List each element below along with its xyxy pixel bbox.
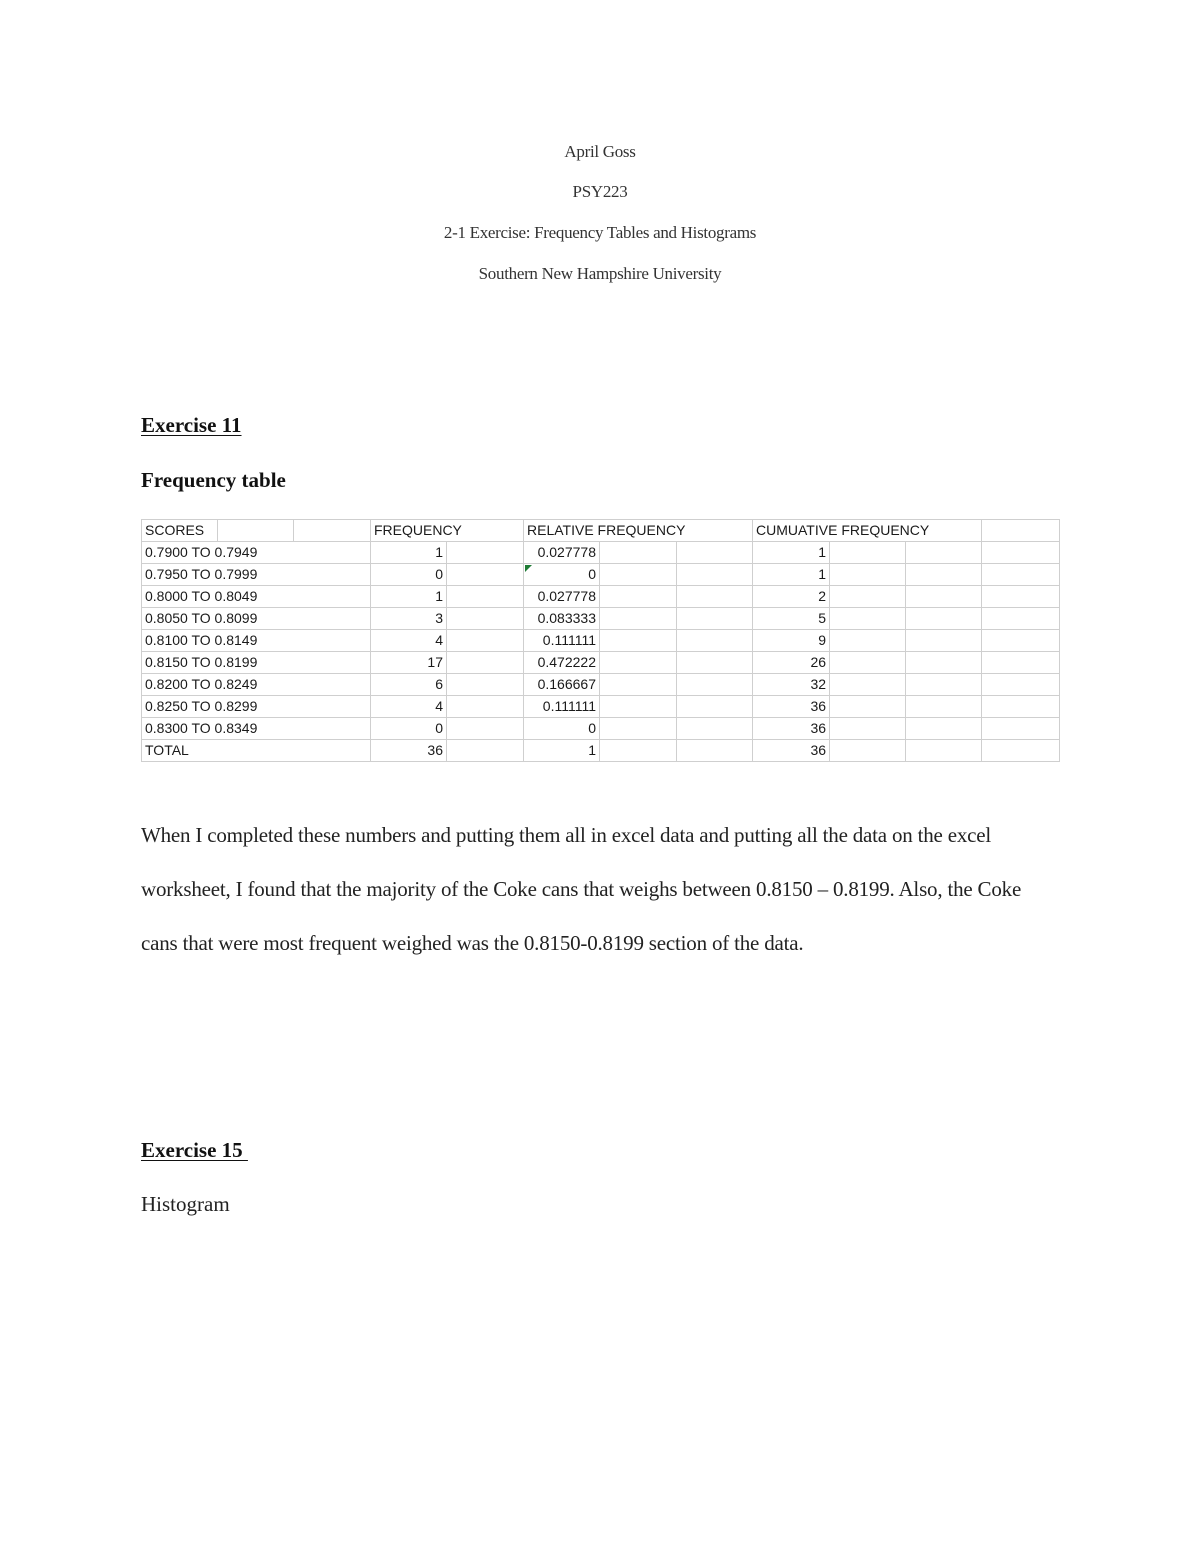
relative-frequency-cell: 0 <box>524 564 600 586</box>
author-name: April Goss <box>564 142 636 161</box>
empty-cell <box>447 564 524 586</box>
empty-cell <box>600 564 677 586</box>
empty-cell <box>600 652 677 674</box>
scores-cell: 0.7950 TO 0.7999 <box>142 564 371 586</box>
cumulative-frequency-cell: 2 <box>753 586 830 608</box>
empty-cell <box>600 740 677 762</box>
empty-cell <box>447 542 524 564</box>
cumulative-frequency-cell: 9 <box>753 630 830 652</box>
empty-cell <box>830 740 906 762</box>
relative-frequency-cell: 0 <box>524 718 600 740</box>
empty-cell <box>677 564 753 586</box>
frequency-cell: 17 <box>371 652 447 674</box>
empty-cell <box>906 740 982 762</box>
scores-cell: 0.8050 TO 0.8099 <box>142 608 371 630</box>
empty-cell <box>677 542 753 564</box>
empty-cell <box>218 520 294 542</box>
frequency-cell: 1 <box>371 586 447 608</box>
empty-cell <box>677 696 753 718</box>
empty-cell <box>906 564 982 586</box>
table-row <box>142 630 1060 652</box>
empty-cell <box>982 674 1060 696</box>
frequency-cell: 4 <box>371 630 447 652</box>
header-relative-frequency: RELATIVE FREQUENCY <box>524 520 753 542</box>
empty-cell <box>447 718 524 740</box>
scores-cell: 0.8200 TO 0.8249 <box>142 674 371 696</box>
exercise-11-heading: Exercise 11 <box>141 413 242 437</box>
header-scores: SCORES <box>142 520 218 542</box>
exercise-11-paragraph: When I completed these numbers and putting them all in excel data and putting all the data on the excel worksheet, I found that the majority of the Coke cans that weighs between 0.8150 – 0.8199. Also, the Coke cans that were most frequent weighed was the 0.8150-0.8199 section of the data. <box>141 823 1022 955</box>
cumulative-frequency-cell: 26 <box>753 652 830 674</box>
empty-cell <box>906 718 982 740</box>
relative-frequency-cell: 0.027778 <box>524 586 600 608</box>
scores-cell: 0.8250 TO 0.8299 <box>142 696 371 718</box>
empty-cell <box>600 586 677 608</box>
empty-cell <box>294 520 371 542</box>
empty-cell <box>600 674 677 696</box>
scores-cell: 0.8000 TO 0.8049 <box>142 586 371 608</box>
relative-frequency-cell: 1 <box>524 740 600 762</box>
relative-frequency-cell: 0.111111 <box>524 630 600 652</box>
cumulative-frequency-cell: 1 <box>753 564 830 586</box>
frequency-cell: 1 <box>371 542 447 564</box>
cumulative-frequency-cell: 5 <box>753 608 830 630</box>
empty-cell <box>677 674 753 696</box>
cumulative-frequency-cell: 32 <box>753 674 830 696</box>
frequency-cell: 4 <box>371 696 447 718</box>
empty-cell <box>677 630 753 652</box>
cumulative-frequency-cell: 36 <box>753 696 830 718</box>
empty-cell <box>447 608 524 630</box>
empty-cell <box>447 652 524 674</box>
table-row <box>142 718 1060 740</box>
empty-cell <box>830 696 906 718</box>
empty-cell <box>447 696 524 718</box>
empty-cell <box>447 740 524 762</box>
frequency-table-grid <box>141 519 1060 762</box>
empty-cell <box>906 652 982 674</box>
empty-cell <box>906 608 982 630</box>
empty-cell <box>982 652 1060 674</box>
empty-cell <box>830 542 906 564</box>
assignment-title: 2-1 Exercise: Frequency Tables and Histograms <box>443 223 757 242</box>
empty-cell <box>677 718 753 740</box>
table-row <box>142 564 1060 586</box>
empty-cell <box>600 542 677 564</box>
empty-cell <box>830 674 906 696</box>
empty-cell <box>600 696 677 718</box>
table-row <box>142 586 1060 608</box>
empty-cell <box>982 520 1060 542</box>
empty-cell <box>600 630 677 652</box>
empty-cell <box>982 542 1060 564</box>
frequency-cell: 0 <box>371 564 447 586</box>
empty-cell <box>830 564 906 586</box>
empty-cell <box>906 674 982 696</box>
histogram-label: Histogram <box>141 1192 230 1216</box>
frequency-cell: 0 <box>371 718 447 740</box>
empty-cell <box>677 740 753 762</box>
frequency-table <box>141 519 1059 783</box>
scores-cell: TOTAL <box>142 740 371 762</box>
empty-cell <box>982 696 1060 718</box>
header-frequency: FREQUENCY <box>371 520 524 542</box>
frequency-cell: 36 <box>371 740 447 762</box>
empty-cell <box>600 718 677 740</box>
table-row <box>142 652 1060 674</box>
table-row <box>142 542 1060 564</box>
cumulative-frequency-cell: 36 <box>753 740 830 762</box>
empty-cell <box>830 608 906 630</box>
exercise-15-heading: Exercise 15 <box>141 1138 248 1162</box>
empty-cell <box>982 608 1060 630</box>
table-row <box>142 696 1060 718</box>
empty-cell <box>830 630 906 652</box>
table-row <box>142 674 1060 696</box>
scores-cell: 0.8300 TO 0.8349 <box>142 718 371 740</box>
relative-frequency-cell: 0.111111 <box>524 696 600 718</box>
scores-cell: 0.7900 TO 0.7949 <box>142 542 371 564</box>
empty-cell <box>982 630 1060 652</box>
empty-cell <box>447 586 524 608</box>
empty-cell <box>677 608 753 630</box>
frequency-cell: 6 <box>371 674 447 696</box>
empty-cell <box>447 674 524 696</box>
course-code: PSY223 <box>572 182 628 201</box>
frequency-table-heading: Frequency table <box>141 468 286 492</box>
relative-frequency-cell: 0.166667 <box>524 674 600 696</box>
cumulative-frequency-cell: 1 <box>753 542 830 564</box>
scores-cell: 0.8150 TO 0.8199 <box>142 652 371 674</box>
empty-cell <box>830 718 906 740</box>
scores-cell: 0.8100 TO 0.8149 <box>142 630 371 652</box>
empty-cell <box>906 630 982 652</box>
table-header-row <box>142 520 1060 542</box>
empty-cell <box>982 564 1060 586</box>
empty-cell <box>600 608 677 630</box>
header-cumulative-frequency: CUMUATIVE FREQUENCY <box>753 520 982 542</box>
error-indicator-icon <box>525 565 532 572</box>
empty-cell <box>982 740 1060 762</box>
table-row <box>142 740 1060 762</box>
empty-cell <box>982 586 1060 608</box>
school-name: Southern New Hampshire University <box>478 264 722 283</box>
frequency-cell: 3 <box>371 608 447 630</box>
relative-frequency-cell: 0.083333 <box>524 608 600 630</box>
empty-cell <box>906 696 982 718</box>
empty-cell <box>906 542 982 564</box>
empty-cell <box>830 652 906 674</box>
table-row <box>142 608 1060 630</box>
empty-cell <box>830 586 906 608</box>
empty-cell <box>982 718 1060 740</box>
empty-cell <box>677 652 753 674</box>
empty-cell <box>906 586 982 608</box>
relative-frequency-cell: 0.027778 <box>524 542 600 564</box>
empty-cell <box>677 586 753 608</box>
cumulative-frequency-cell: 36 <box>753 718 830 740</box>
empty-cell <box>447 630 524 652</box>
relative-frequency-cell: 0.472222 <box>524 652 600 674</box>
